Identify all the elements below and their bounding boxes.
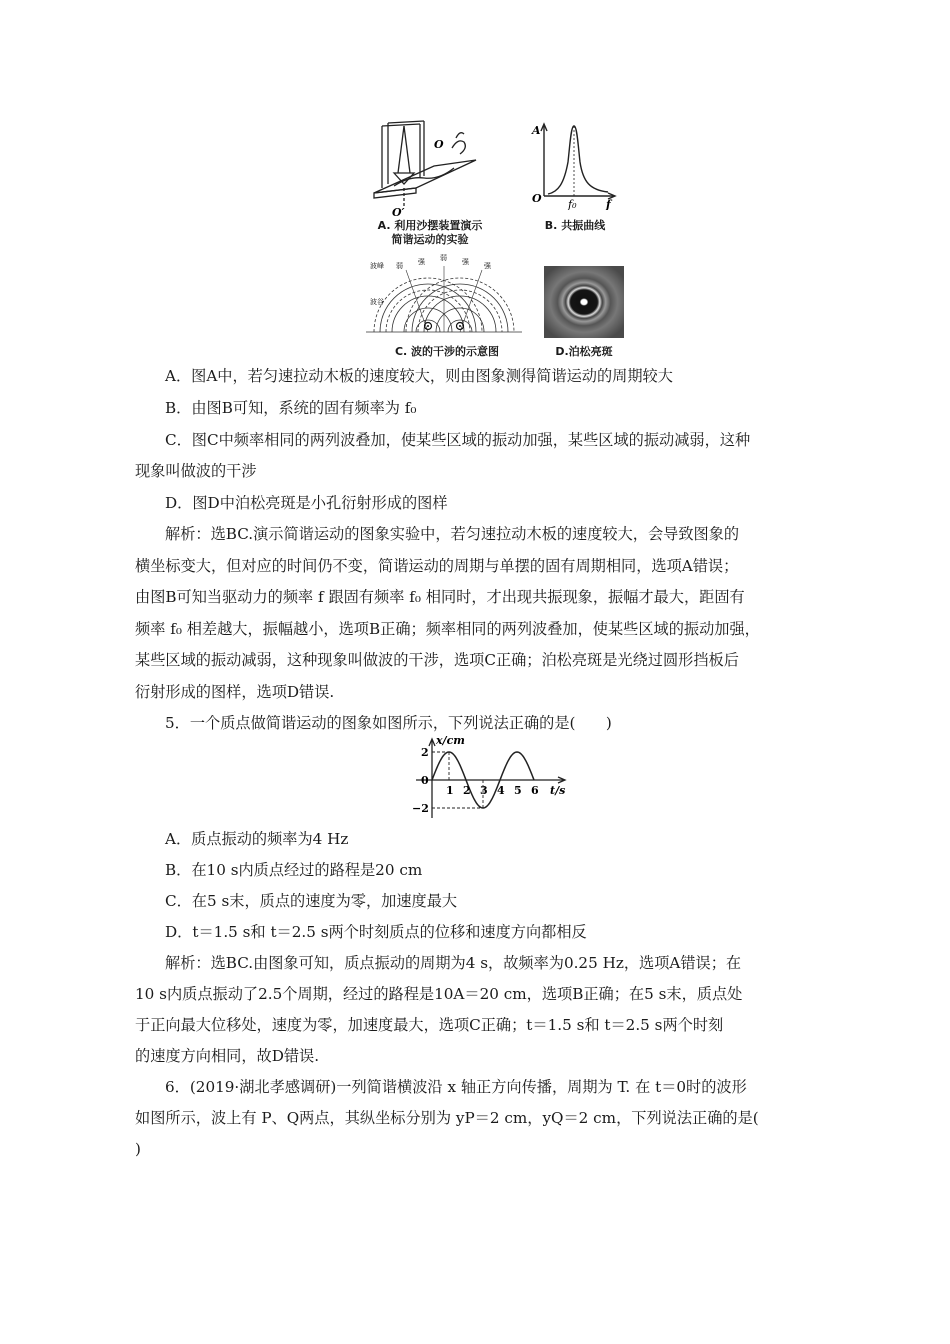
c-label-trough: 波谷 [370,298,384,306]
q4-analysis-line: 横坐标变大，但对应的时间仍不变，简谐运动的周期与单摆的固有周期相同，选项A错误； [135,557,739,575]
figure-a-caption-line1: A. 利用沙摆装置演示 [377,219,483,232]
figure-a-sand-pendulum [364,118,494,218]
c-label-weak-top: 弱 [440,254,447,262]
c-label-strong-left: 强 [418,258,425,266]
figure-c-caption: C. 波的干涉的示意图 [394,345,500,358]
y-tick-neg2: −2 [412,802,429,815]
b-axis-y: A [532,124,541,137]
b-f0: f₀ [568,198,577,210]
q4-analysis-line: 衍射形成的图样，选项D错误. [135,683,335,701]
figure-a-caption-line2: 简谐运动的实验 [391,233,469,246]
x-tick-1: 1 [446,784,454,797]
q4-option-c: C．图C中频率相同的两列波叠加，使某些区域的振动加强，某些区域的振动减弱，这种 [165,431,751,449]
figure-b-resonance-curve [528,118,620,210]
figure-c-interference [366,252,522,342]
x-tick-2: 2 [463,784,471,797]
figure-d-caption: D.泊松亮斑 [555,345,613,358]
q5-analysis-line: 于正向最大位移处，速度为零，加速度最大，选项C正确；t＝1.5 s和 t＝2.5 s两个时刻 [135,1016,724,1034]
c-label-crest: 波峰 [370,262,384,270]
figure-d-poisson-spot [544,266,624,338]
q4-option-a: A．图A中，若匀速拉动木板的速度较大，则由图象测得简谐运动的周期较大 [165,367,673,385]
q4-analysis-line: 频率 f₀ 相差越大，振幅越小，选项B正确；频率相同的两列波叠加，使某些区域的振动加强， [135,620,760,638]
y-tick-0: 0 [421,774,429,787]
label-o-prime: O′ [392,206,405,218]
label-o: O [434,138,444,151]
q5-stem: 5．一个质点做简谐运动的图象如图所示，下列说法正确的是( ) [165,714,612,732]
y-axis-label: x/cm [436,734,465,747]
q5-option-c: C．在5 s末，质点的速度为零，加速度最大 [165,892,458,910]
q4-option-b: B．由图B可知，系统的固有频率为 f₀ [165,399,417,417]
q5-option-b: B．在10 s内质点经过的路程是20 cm [165,861,423,879]
q4-option-c-cont: 现象叫做波的干涉 [135,462,257,480]
q5-option-d: D．t＝1.5 s和 t＝2.5 s两个时刻质点的位移和速度方向都相反 [165,923,587,941]
x-tick-6: 6 [531,784,539,797]
x-axis-label: t/s [550,784,566,797]
x-tick-3: 3 [480,784,488,797]
c-label-strong-right: 强 [462,258,469,266]
c-label-weak-left: 弱 [396,262,403,270]
c-label-strong-far: 强 [484,262,491,270]
q4-option-d: D．图D中泊松亮斑是小孔衍射形成的图样 [165,494,448,512]
b-axis-x: f [606,198,611,210]
y-tick-2: 2 [421,746,429,759]
x-tick-4: 4 [497,784,505,797]
q4-analysis-line: 解析：选BC.演示简谐运动的图象实验中，若匀速拉动木板的速度较大，会导致图象的 [165,525,740,543]
x-tick-5: 5 [514,784,522,797]
q5-analysis-line: 解析：选BC.由图象可知，质点振动的周期为4 s，故频率为0.25 Hz，选项A错误；在 [165,954,742,972]
q4-analysis-line: 某些区域的振动减弱，这种现象叫做波的干涉，选项C正确；泊松亮斑是光绕过圆形挡板后 [135,651,739,669]
q6-stem-line: 6．(2019·湖北孝感调研)一列简谐横波沿 x 轴正方向传播，周期为 T. 在 t＝0时的波形 [165,1078,747,1096]
q4-analysis-line: 由图B可知当驱动力的频率 f 跟固有频率 f₀ 相同时，才出现共振现象，振幅才最大，距固有 [135,588,745,606]
q6-stem-line: 如图所示，波上有 P、Q两点，其纵坐标分别为 yP＝2 cm，yQ＝2 cm，下列说法正确的是( [135,1109,759,1127]
q5-option-a: A．质点振动的频率为4 Hz [165,830,349,848]
q5-displacement-graph [392,734,576,824]
q5-analysis-line: 的速度方向相同，故D错误. [135,1047,320,1065]
figure-b-caption: B. 共振曲线 [544,219,606,232]
q5-analysis-line: 10 s内质点振动了2.5个周期，经过的路程是10A＝20 cm，选项B正确；在5 s末，质点处 [135,985,743,1003]
figure-a-caption [355,219,505,247]
q6-stem-line: ) [135,1140,141,1158]
b-origin: O [532,192,542,205]
